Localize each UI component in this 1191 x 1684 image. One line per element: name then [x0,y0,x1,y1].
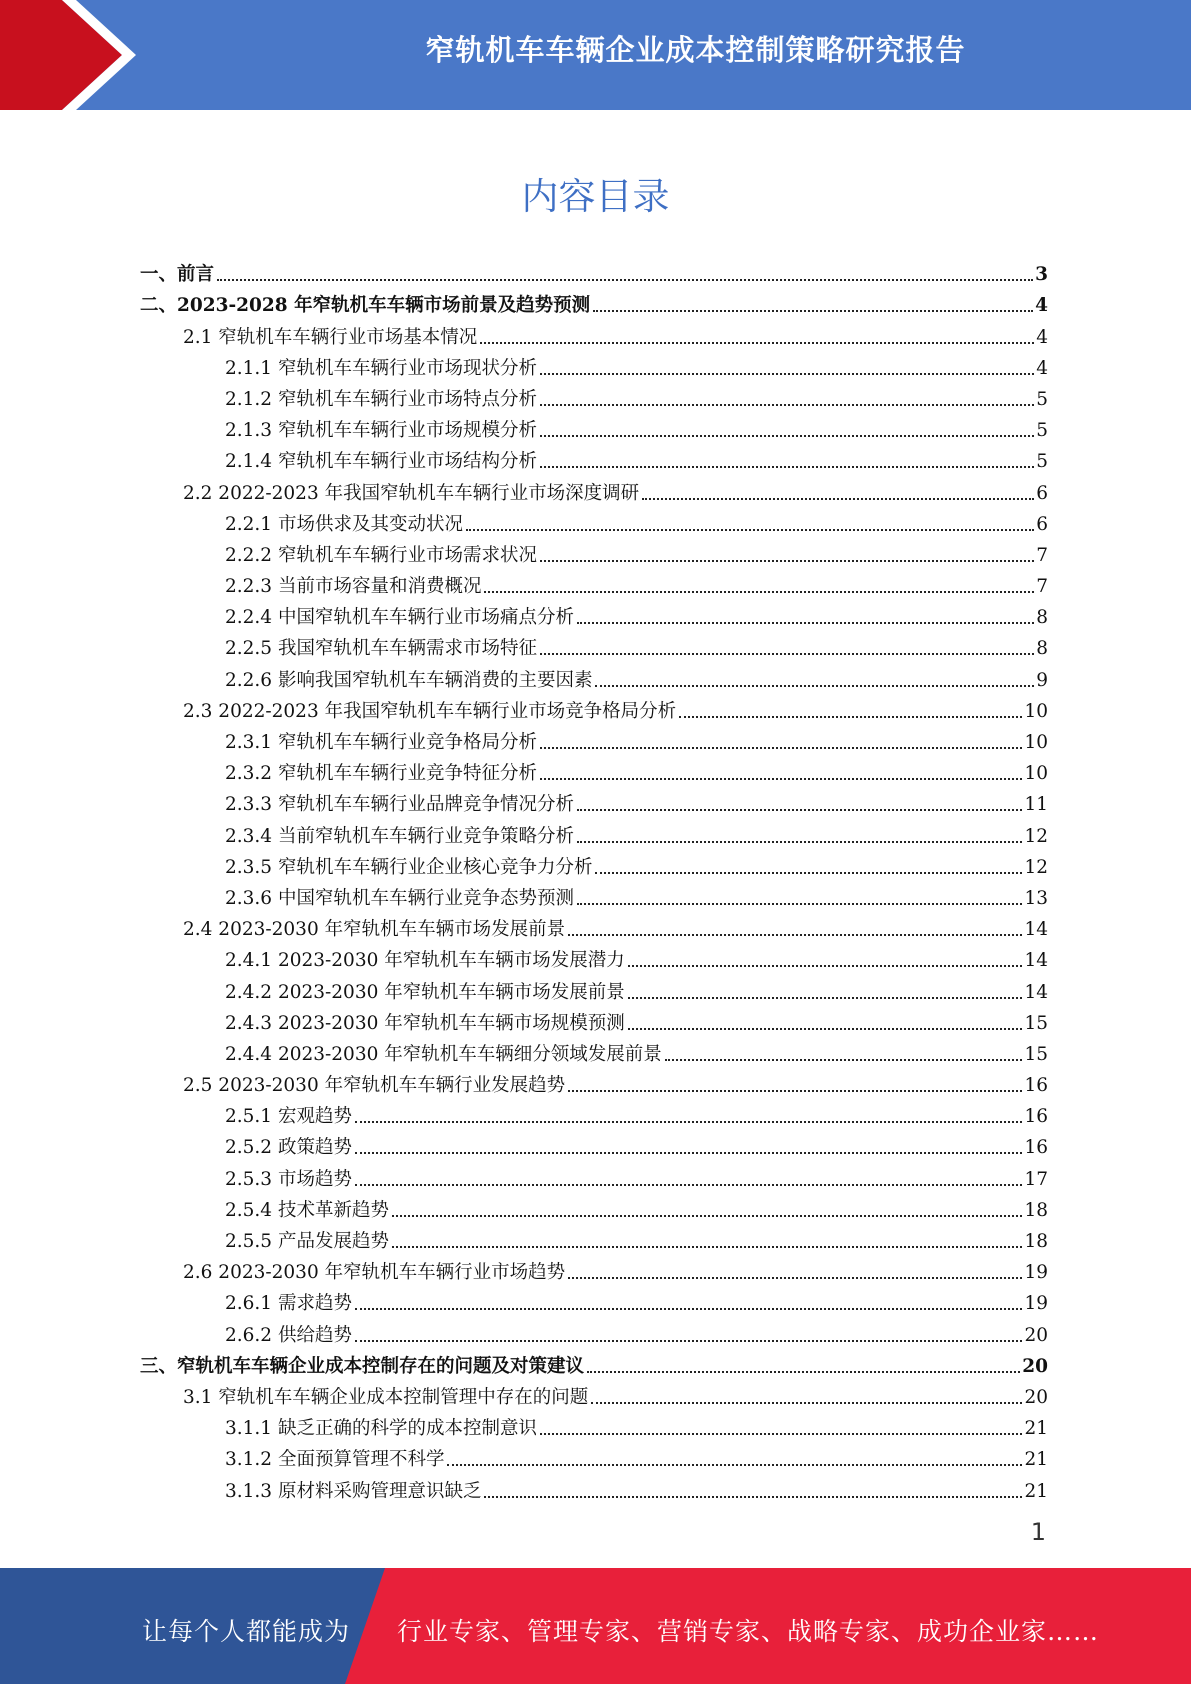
toc-entry-page: 20 [1024,1386,1048,1408]
toc-entry-title: 2.2.2 窄轨机车车辆行业市场需求状况 [225,544,537,566]
toc-entry-page: 18 [1024,1231,1048,1252]
toc-entry[interactable] [140,1253,1048,1284]
toc-entry[interactable] [140,910,1048,941]
toc-entry[interactable] [140,1222,1048,1253]
dot-leader [447,1464,1022,1466]
toc-entry-title: 3.1.2 全面预算管理不科学 [225,1449,445,1471]
toc-entry-title: 2.5.5 产品发展趋势 [225,1231,389,1252]
toc-entry-page: 14 [1024,950,1048,972]
toc-entry-page: 6 [1036,482,1048,504]
dot-leader [480,342,1034,344]
toc-entry-title: 2.5.2 政策趋势 [225,1137,352,1159]
toc-entry[interactable] [140,505,1048,536]
toc-entry[interactable] [140,1471,1048,1502]
toc-entry-title: 2.5.4 技术革新趋势 [225,1199,389,1221]
toc-entry-title: 2.3.2 窄轨机车车辆行业竞争特征分析 [225,763,537,785]
toc-entry-page: 10 [1024,732,1048,753]
toc-entry-title: 一、前言 [140,264,215,286]
toc-entry-title: 2.3.1 窄轨机车车辆行业竞争格局分析 [225,732,537,753]
toc-entry-page: 14 [1024,919,1048,941]
toc-entry-title: 2.1.1 窄轨机车车辆行业市场现状分析 [225,357,537,379]
toc-entry-title: 2.5 2023-2030 年窄轨机车车辆行业发展趋势 [183,1075,566,1097]
toc-entry-title: 2.3.5 窄轨机车车辆行业企业核心竞争力分析 [225,856,593,878]
toc-entry[interactable] [140,1159,1048,1190]
toc-entry[interactable] [140,1191,1048,1222]
toc-entry[interactable] [140,941,1048,972]
toc-entry-title: 二、2023-2028 年窄轨机车车辆市场前景及趋势预测 [140,295,591,317]
toc-entry-page: 18 [1024,1199,1048,1221]
toc-entry-title: 2.1.3 窄轨机车车辆行业市场规模分析 [225,420,537,442]
toc-entry-title: 2.1.4 窄轨机车车辆行业市场结构分析 [225,451,537,473]
toc-entry-page: 15 [1024,1043,1048,1065]
toc-entry-title: 3.1 窄轨机车车辆企业成本控制管理中存在的问题 [183,1386,589,1408]
toc-entry[interactable] [140,785,1048,816]
dot-leader [568,1090,1022,1092]
toc-entry[interactable] [140,349,1048,380]
toc-entry-page: 21 [1024,1449,1048,1471]
toc-entry-title: 2.3.3 窄轨机车车辆行业品牌竞争情况分析 [225,794,574,816]
toc-entry[interactable] [140,317,1048,348]
toc-entry-page: 7 [1036,544,1048,566]
dot-leader [577,622,1034,624]
toc-entry-page: 4 [1035,295,1048,317]
toc-entry-title: 2.1.2 窄轨机车车辆行业市场特点分析 [225,388,537,410]
toc-entry-title: 2.2 2022-2023 年我国窄轨机车车辆行业市场深度调研 [183,482,640,504]
toc-entry-title: 2.4.2 2023-2030 年窄轨机车车辆市场发展前景 [225,981,625,1003]
dot-leader [540,435,1034,437]
toc-entry[interactable] [140,1097,1048,1128]
toc-entry-page: 21 [1024,1480,1048,1502]
dot-leader [392,1215,1022,1217]
dot-leader [540,373,1034,375]
dot-leader [595,685,1034,687]
toc-entry[interactable] [140,629,1048,660]
dot-leader [355,1308,1023,1310]
dot-leader [665,1059,1023,1061]
table-of-contents [140,255,1048,1503]
dot-leader [466,529,1034,531]
dot-leader [679,716,1022,718]
toc-entry[interactable] [140,1440,1048,1471]
toc-entry-page: 16 [1024,1137,1048,1159]
toc-entry[interactable] [140,754,1048,785]
toc-entry-title: 3.1.3 原材料采购管理意识缺乏 [225,1480,482,1502]
toc-entry[interactable] [140,536,1048,567]
toc-entry-title: 2.2.4 中国窄轨机车车辆行业市场痛点分析 [225,607,574,629]
toc-entry-page: 19 [1024,1293,1048,1315]
toc-entry-page: 17 [1024,1168,1048,1190]
toc-entry-title: 2.2.1 市场供求及其变动状况 [225,513,463,535]
dot-leader [540,466,1034,468]
toc-entry-page: 5 [1036,451,1048,473]
toc-entry-title: 3.1.1 缺乏正确的科学的成本控制意识 [225,1418,537,1440]
dot-leader [217,279,1033,281]
toc-entry-page: 10 [1024,763,1048,785]
toc-entry-title: 2.6.2 供给趋势 [225,1324,352,1346]
toc-entry[interactable] [140,1004,1048,1035]
toc-entry[interactable] [140,380,1048,411]
dot-leader [540,404,1034,406]
dot-leader [577,841,1022,843]
dot-leader [540,747,1022,749]
dot-leader [540,778,1022,780]
toc-entry-page: 8 [1036,638,1048,660]
toc-entry-page: 20 [1022,1355,1048,1377]
toc-entry-page: 16 [1024,1075,1048,1097]
toc-entry-page: 9 [1036,669,1048,691]
report-title: 窄轨机车车辆企业成本控制策略研究报告 [425,33,966,67]
footer-roles: 行业专家、管理专家、营销专家、战略专家、成功企业家…… [397,1617,1100,1646]
toc-entry-page: 11 [1024,794,1048,816]
toc-entry-page: 19 [1024,1262,1048,1284]
toc-entry-page: 4 [1036,326,1048,348]
toc-entry-page: 5 [1036,420,1048,442]
dot-leader [355,1340,1023,1342]
toc-entry-page: 12 [1024,825,1048,847]
toc-entry-title: 2.4.3 2023-2030 年窄轨机车车辆市场规模预测 [225,1012,625,1034]
dot-leader [595,872,1022,874]
toc-entry[interactable] [140,1128,1048,1159]
toc-entry-page: 10 [1024,700,1048,722]
dot-leader [593,310,1033,312]
toc-entry-page: 8 [1036,607,1048,629]
dot-leader [540,653,1034,655]
toc-entry[interactable] [140,598,1048,629]
dot-leader [568,1277,1022,1279]
toc-entry[interactable] [140,692,1048,723]
toc-entry[interactable] [140,1409,1048,1440]
toc-entry-page: 13 [1024,887,1048,909]
toc-entry[interactable] [140,255,1048,286]
toc-entry[interactable] [140,473,1048,504]
toc-entry-page: 14 [1024,981,1048,1003]
toc-entry-title: 2.1 窄轨机车车辆行业市场基本情况 [183,326,478,348]
toc-entry-page: 12 [1024,856,1048,878]
toc-entry[interactable] [140,1315,1048,1346]
chevron-arrow-icon [0,0,150,110]
toc-entry-title: 2.4.4 2023-2030 年窄轨机车车辆细分领域发展前景 [225,1043,662,1065]
toc-entry[interactable] [140,1378,1048,1409]
dot-leader [628,1028,1023,1030]
toc-entry-page: 15 [1024,1012,1048,1034]
toc-entry-page: 7 [1036,576,1048,598]
toc-entry[interactable] [140,1035,1048,1066]
dot-leader [484,591,1034,593]
dot-leader [642,498,1034,500]
footer-slogan: 让每个人都能成为 [142,1617,351,1646]
toc-entry[interactable] [140,442,1048,473]
toc-entry[interactable] [140,411,1048,442]
dot-leader [587,1371,1020,1373]
toc-entry-page: 5 [1036,388,1048,410]
toc-entry[interactable] [140,879,1048,910]
toc-entry-title: 2.6.1 需求趋势 [225,1293,352,1315]
toc-entry[interactable] [140,972,1048,1003]
toc-entry[interactable] [140,1284,1048,1315]
toc-entry-page: 21 [1024,1418,1048,1440]
toc-entry[interactable] [140,660,1048,691]
dot-leader [577,903,1022,905]
dot-leader [540,560,1034,562]
toc-entry-title: 2.4.1 2023-2030 年窄轨机车车辆市场发展潜力 [225,950,625,972]
dot-leader [355,1184,1023,1186]
toc-entry-title: 2.4 2023-2030 年窄轨机车车辆市场发展前景 [183,919,566,941]
toc-entry-title: 2.5.1 宏观趋势 [225,1106,352,1128]
toc-entry[interactable] [140,1347,1048,1378]
toc-entry-title: 2.6 2023-2030 年窄轨机车车辆行业市场趋势 [183,1262,566,1284]
toc-entry[interactable] [140,567,1048,598]
toc-entry-title: 三、窄轨机车车辆企业成本控制存在的问题及对策建议 [140,1355,585,1377]
toc-entry-page: 20 [1024,1324,1048,1346]
dot-leader [540,1433,1022,1435]
toc-entry[interactable] [140,286,1048,317]
toc-entry-title: 2.2.3 当前市场容量和消费概况 [225,576,482,598]
toc-entry[interactable] [140,723,1048,754]
page-header [0,0,1191,110]
toc-entry-title: 2.2.6 影响我国窄轨机车车辆消费的主要因素 [225,669,593,691]
dot-leader [591,1402,1022,1404]
toc-entry-title: 2.3.4 当前窄轨机车车辆行业竞争策略分析 [225,825,574,847]
toc-entry-title: 2.5.3 市场趋势 [225,1168,352,1190]
toc-entry-page: 6 [1036,513,1048,535]
toc-entry[interactable] [140,1066,1048,1097]
toc-entry-page: 4 [1036,357,1048,379]
dot-leader [484,1496,1022,1498]
dot-leader [577,809,1022,811]
dot-leader [628,965,1023,967]
toc-entry-page: 3 [1035,264,1048,286]
dot-leader [355,1152,1023,1154]
toc-heading: 内容目录 [521,175,670,218]
dot-leader [628,997,1023,999]
toc-entry-title: 2.2.5 我国窄轨机车车辆需求市场特征 [225,638,537,660]
page-footer [0,1568,1191,1684]
dot-leader [568,934,1022,936]
dot-leader [392,1246,1022,1248]
page-number: 1 [1030,1518,1046,1546]
toc-entry-page: 16 [1024,1106,1048,1128]
toc-entry-title: 2.3.6 中国窄轨机车车辆行业竞争态势预测 [225,887,574,909]
toc-entry-title: 2.3 2022-2023 年我国窄轨机车车辆行业市场竞争格局分析 [183,700,677,722]
toc-entry[interactable] [140,816,1048,847]
toc-entry[interactable] [140,848,1048,879]
dot-leader [355,1121,1023,1123]
